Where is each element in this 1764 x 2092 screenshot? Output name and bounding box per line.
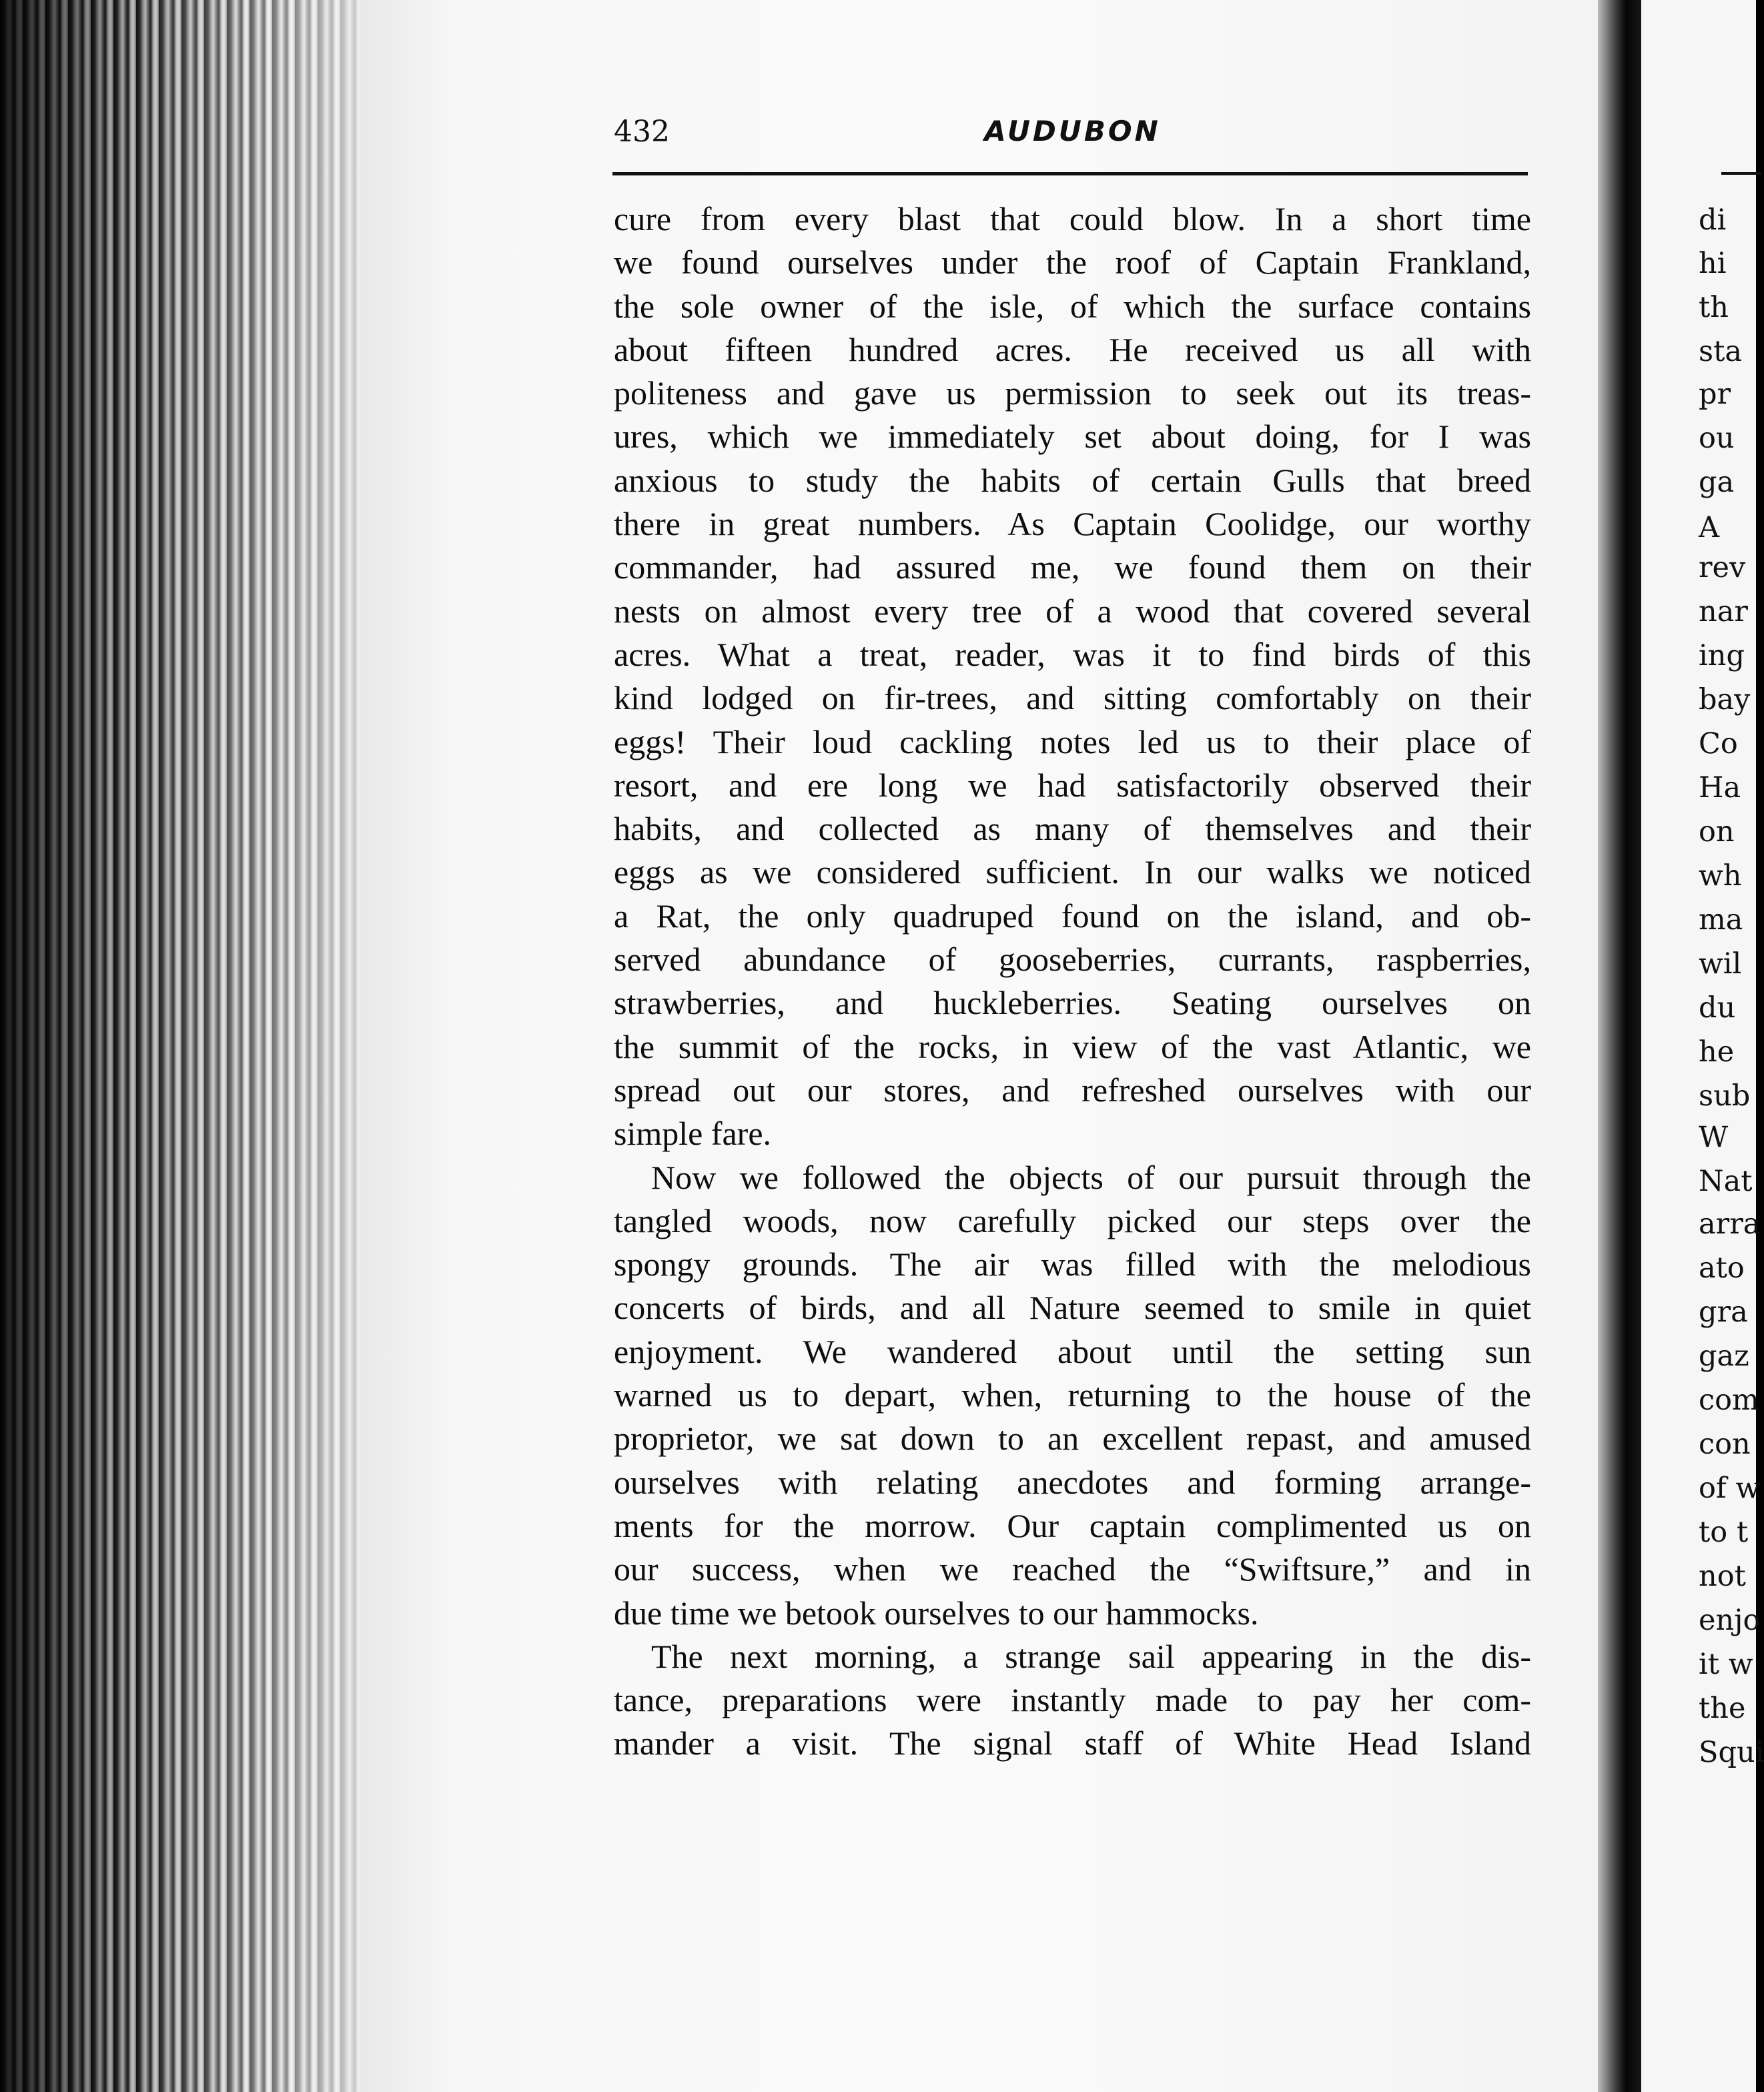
- text-line: habits, and collected as many of themselves and their: [614, 810, 1531, 848]
- facing-page-text: ma: [1699, 903, 1743, 937]
- text-line: The next morning, a strange sail appearing in the dis-: [651, 1637, 1531, 1675]
- facing-page-text: wil: [1699, 947, 1742, 981]
- text-line: warned us to depart, when, returning to the house of the: [614, 1376, 1531, 1414]
- facing-page-text: du: [1699, 991, 1736, 1025]
- facing-page-text: W: [1699, 1121, 1729, 1154]
- page-edges-stack: [0, 0, 374, 2092]
- body-text: [614, 197, 1531, 1766]
- text-line: a Rat, the only quadruped found on the island, and ob-: [614, 897, 1531, 935]
- facing-page-text: sub: [1699, 1079, 1751, 1113]
- facing-page-text: pr: [1699, 378, 1731, 411]
- facing-page-text: he: [1699, 1035, 1735, 1069]
- facing-page-text: arra: [1699, 1207, 1761, 1241]
- text-line: ures, which we immediately set about doing, for I was: [614, 418, 1531, 456]
- text-line: ourselves with relating anecdotes and forming arrange-: [614, 1463, 1531, 1501]
- text-line: anxious to study the habits of certain Gulls that breed: [614, 461, 1531, 499]
- text-line: our success, when we reached the “Swiftsure,” and in: [614, 1550, 1531, 1588]
- text-line: cure from every blast that could blow. In a short time: [614, 200, 1531, 237]
- text-line: resort, and ere long we had satisfactorily observed their: [614, 766, 1531, 804]
- facing-page-text: Ha: [1699, 771, 1741, 805]
- paragraph-1: [614, 197, 1531, 1156]
- text-line: strawberries, and huckleberries. Seating ourselves on: [614, 984, 1531, 1022]
- text-line: acres. What a treat, reader, was it to find birds of this: [614, 635, 1531, 673]
- text-line: politeness and gave us permission to seek out its treas-: [614, 374, 1531, 412]
- text-line: tance, preparations were instantly made to pay her com-: [614, 1681, 1531, 1719]
- facing-page-text: wh: [1699, 859, 1742, 893]
- text-line: spongy grounds. The air was filled with the melodious: [614, 1245, 1531, 1283]
- text-line: nests on almost every tree of a wood that covered several: [614, 592, 1531, 630]
- facing-page-text: rev: [1699, 551, 1746, 584]
- text-line: commander, had assured me, we found them on their: [614, 548, 1531, 586]
- facing-page-text: nar: [1699, 595, 1748, 628]
- text-line: concerts of birds, and all Nature seemed to smile in quiet: [614, 1289, 1531, 1327]
- facing-page-text: ing: [1699, 639, 1745, 672]
- facing-page-text: not: [1699, 1560, 1746, 1593]
- facing-page-text: Nat: [1699, 1165, 1753, 1198]
- text-line: proprietor, we sat down to an excellent repast, and amused: [614, 1420, 1531, 1458]
- facing-page-text: to t: [1699, 1516, 1749, 1549]
- facing-page-text: ga: [1699, 466, 1735, 499]
- facing-page-text: the: [1699, 1692, 1746, 1725]
- facing-page-text: of w: [1699, 1472, 1761, 1505]
- facing-page-text: sta: [1699, 335, 1742, 368]
- facing-page-rule: [1721, 172, 1761, 175]
- page-number: 432: [614, 115, 670, 149]
- facing-page-text: on: [1699, 815, 1735, 849]
- text-line: mander a visit. The signal staff of White Head Island: [614, 1724, 1531, 1762]
- facing-page-text: con: [1699, 1428, 1751, 1461]
- book-gutter: [1598, 0, 1645, 2092]
- text-line: ments for the morrow. Our captain complimented us on: [614, 1506, 1531, 1544]
- paragraph-3: [614, 1635, 1531, 1766]
- text-line: eggs as we considered sufficient. In our walks we noticed: [614, 853, 1531, 891]
- facing-page-text: Squi: [1699, 1736, 1764, 1769]
- facing-page-text: enjo: [1699, 1604, 1761, 1637]
- facing-page-text: di: [1699, 203, 1727, 237]
- text-line: about fifteen hundred acres. He received us all with: [614, 330, 1531, 368]
- facing-page-fragment: [1641, 0, 1764, 2092]
- facing-page-text: gaz: [1699, 1340, 1749, 1373]
- facing-page-text: ato: [1699, 1251, 1745, 1285]
- facing-page-text: hi: [1699, 247, 1727, 280]
- facing-page-text: it w: [1699, 1648, 1753, 1681]
- facing-page-text: A: [1699, 511, 1720, 544]
- text-line: due time we betook ourselves to our hammocks.: [614, 1594, 1259, 1632]
- text-line: Now we followed the objects of our pursuit through the: [651, 1158, 1531, 1196]
- text-line: eggs! Their loud cackling notes led us to their place of: [614, 722, 1531, 760]
- text-line: tangled woods, now carefully picked our steps over the: [614, 1201, 1531, 1239]
- text-line: kind lodged on fir-trees, and sitting comfortably on their: [614, 679, 1531, 717]
- paragraph-2: [614, 1156, 1531, 1635]
- facing-page-text: ou: [1699, 422, 1735, 455]
- text-line: there in great numbers. As Captain Coolidge, our worthy: [614, 505, 1531, 543]
- facing-page-text: com: [1699, 1384, 1759, 1417]
- text-line: enjoyment. We wandered about until the setting sun: [614, 1332, 1531, 1370]
- running-head: AUDUBON: [984, 115, 1161, 147]
- text-line: the sole owner of the isle, of which the surface contains: [614, 287, 1531, 325]
- header-rule: [612, 172, 1528, 175]
- text-line: the summit of the rocks, in view of the vast Atlantic, we: [614, 1027, 1531, 1065]
- text-line: simple fare.: [614, 1115, 772, 1153]
- text-line: spread out our stores, and refreshed ourselves with our: [614, 1071, 1531, 1109]
- facing-page-text: bay: [1699, 683, 1751, 716]
- text-line: served abundance of gooseberries, currants, raspberries,: [614, 941, 1531, 979]
- facing-page-text: gra: [1699, 1295, 1748, 1329]
- text-line: we found ourselves under the roof of Captain Frankland,: [614, 243, 1531, 282]
- facing-page-text: Co: [1699, 727, 1738, 760]
- facing-page-text: th: [1699, 291, 1729, 324]
- page-header: [614, 115, 1531, 155]
